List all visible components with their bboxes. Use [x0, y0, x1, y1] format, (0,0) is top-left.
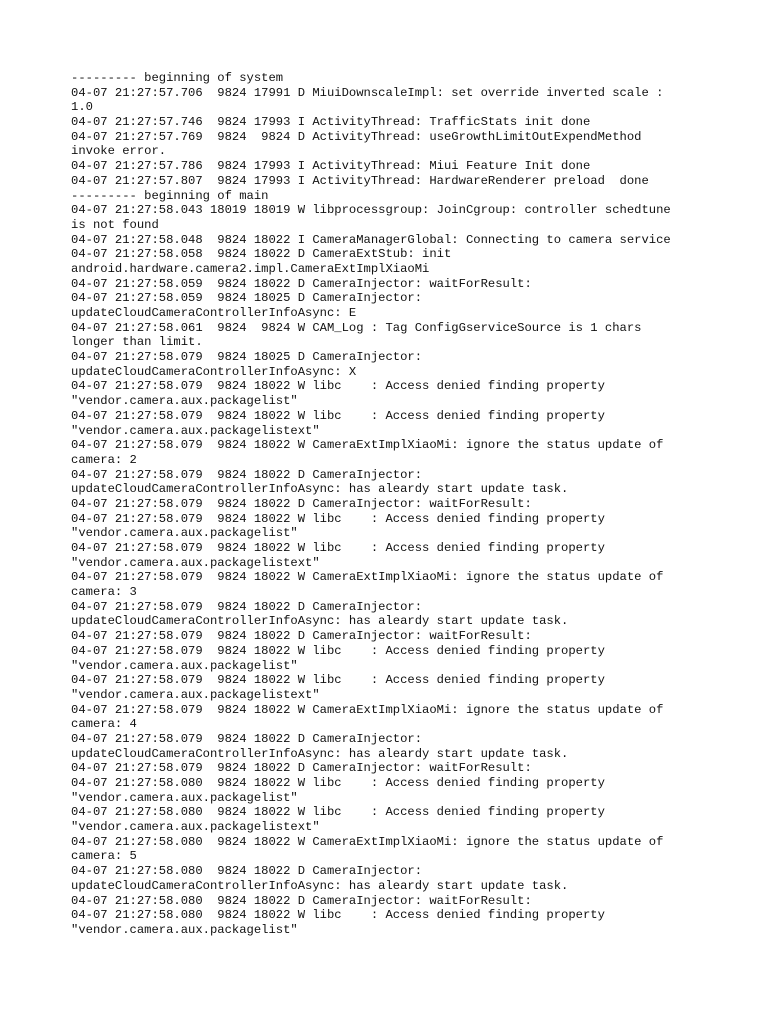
log-line: "vendor.camera.aux.packagelistext"	[71, 423, 320, 438]
log-line: 04-07 21:27:58.058 9824 18022 D CameraExtStub: init	[71, 247, 452, 262]
log-line: camera: 2	[71, 452, 137, 467]
log-line: "vendor.camera.aux.packagelist"	[71, 526, 298, 541]
log-line: 04-07 21:27:58.079 9824 18022 W libc : Access denied finding property	[71, 643, 605, 658]
log-line: 04-07 21:27:57.769 9824 9824 D ActivityThread: useGrowthLimitOutExpendMethod	[71, 129, 642, 144]
log-line: 04-07 21:27:57.746 9824 17993 I ActivityThread: TrafficStats init done	[71, 115, 591, 130]
log-line: invoke error.	[71, 144, 167, 159]
log-line: 04-07 21:27:58.079 9824 18022 D CameraInjector:	[71, 599, 423, 614]
log-line: "vendor.camera.aux.packagelistext"	[71, 687, 320, 702]
log-line: longer than limit.	[71, 335, 203, 350]
log-line: 04-07 21:27:58.059 9824 18022 D CameraInjector: waitForResult:	[71, 276, 532, 291]
log-line: 04-07 21:27:57.706 9824 17991 D MiuiDownscaleImpl: set override inverted scale :	[71, 85, 664, 100]
log-line: 04-07 21:27:58.079 9824 18022 W CameraExtImplXiaoMi: ignore the status update of	[71, 570, 664, 585]
log-line: 04-07 21:27:58.080 9824 18022 W CameraExtImplXiaoMi: ignore the status update of	[71, 834, 664, 849]
log-line: updateCloudCameraControllerInfoAsync: has aleardy start update task.	[71, 482, 569, 497]
log-line: 04-07 21:27:58.043 18019 18019 W libprocessgroup: JoinCgroup: controller schedtune	[71, 203, 671, 218]
log-line: "vendor.camera.aux.packagelist"	[71, 658, 298, 673]
log-line: updateCloudCameraControllerInfoAsync: X	[71, 364, 357, 379]
log-line: 04-07 21:27:58.080 9824 18022 D CameraInjector:	[71, 864, 423, 879]
log-line: 04-07 21:27:57.807 9824 17993 I ActivityThread: HardwareRenderer preload done	[71, 173, 649, 188]
log-line: 04-07 21:27:58.079 9824 18022 W CameraExtImplXiaoMi: ignore the status update of	[71, 438, 664, 453]
log-line: 04-07 21:27:58.048 9824 18022 I CameraManagerGlobal: Connecting to camera service	[71, 232, 671, 247]
log-line: camera: 3	[71, 585, 137, 600]
log-line: updateCloudCameraControllerInfoAsync: has aleardy start update task.	[71, 614, 569, 629]
log-line: 04-07 21:27:58.079 9824 18022 W libc : Access denied finding property	[71, 673, 605, 688]
log-line: 04-07 21:27:58.079 9824 18025 D CameraInjector:	[71, 350, 423, 365]
log-line: 04-07 21:27:57.786 9824 17993 I ActivityThread: Miui Feature Init done	[71, 159, 591, 174]
log-line: 1.0	[71, 100, 93, 115]
log-line: 04-07 21:27:58.080 9824 18022 D CameraInjector: waitForResult:	[71, 893, 532, 908]
log-line: "vendor.camera.aux.packagelistext"	[71, 820, 320, 835]
log-line: --------- beginning of system	[71, 71, 284, 85]
log-line: 04-07 21:27:58.079 9824 18022 D CameraInjector:	[71, 467, 423, 482]
log-line: 04-07 21:27:58.079 9824 18022 W libc : Access denied finding property	[71, 541, 605, 555]
log-line: updateCloudCameraControllerInfoAsync: has aleardy start update task.	[71, 878, 569, 893]
log-line: 04-07 21:27:58.079 9824 18022 W libc : Access denied finding property	[71, 408, 605, 423]
log-line: 04-07 21:27:58.080 9824 18022 W libc : Access denied finding property	[71, 805, 605, 820]
log-line: "vendor.camera.aux.packagelist"	[71, 394, 298, 409]
log-line: 04-07 21:27:58.079 9824 18022 W libc : Access denied finding property	[71, 511, 605, 526]
log-line: camera: 4	[71, 717, 137, 732]
log-line: "vendor.camera.aux.packagelist"	[71, 790, 298, 805]
log-line: 04-07 21:27:58.061 9824 9824 W CAM_Log : Tag ConfigGserviceSource is 1 chars	[71, 320, 642, 335]
log-line: android.hardware.camera2.impl.CameraExtImplXiaoMi	[71, 261, 430, 276]
log-line: is not found	[71, 217, 159, 232]
log-line: 04-07 21:27:58.080 9824 18022 W libc : Access denied finding property	[71, 908, 605, 923]
log-line: 04-07 21:27:58.059 9824 18025 D CameraInjector:	[71, 291, 423, 306]
log-text-block	[71, 71, 711, 938]
log-line: 04-07 21:27:58.079 9824 18022 D CameraInjector: waitForResult:	[71, 629, 532, 644]
log-line: 04-07 21:27:58.079 9824 18022 W libc : Access denied finding property	[71, 379, 605, 394]
log-line: 04-07 21:27:58.079 9824 18022 D CameraInjector: waitForResult:	[71, 761, 532, 776]
log-line: 04-07 21:27:58.079 9824 18022 D CameraInjector:	[71, 731, 423, 746]
log-line: 04-07 21:27:58.079 9824 18022 D CameraInjector: waitForResult:	[71, 496, 532, 511]
log-line: "vendor.camera.aux.packagelist"	[71, 922, 298, 937]
log-line: updateCloudCameraControllerInfoAsync: E	[71, 306, 357, 320]
log-line: 04-07 21:27:58.079 9824 18022 W CameraExtImplXiaoMi: ignore the status update of	[71, 702, 664, 717]
log-line: "vendor.camera.aux.packagelistext"	[71, 555, 320, 570]
log-line: camera: 5	[71, 849, 137, 864]
log-line: --------- beginning of main	[71, 188, 269, 203]
log-line: 04-07 21:27:58.080 9824 18022 W libc : Access denied finding property	[71, 776, 605, 790]
log-line: updateCloudCameraControllerInfoAsync: has aleardy start update task.	[71, 746, 569, 761]
